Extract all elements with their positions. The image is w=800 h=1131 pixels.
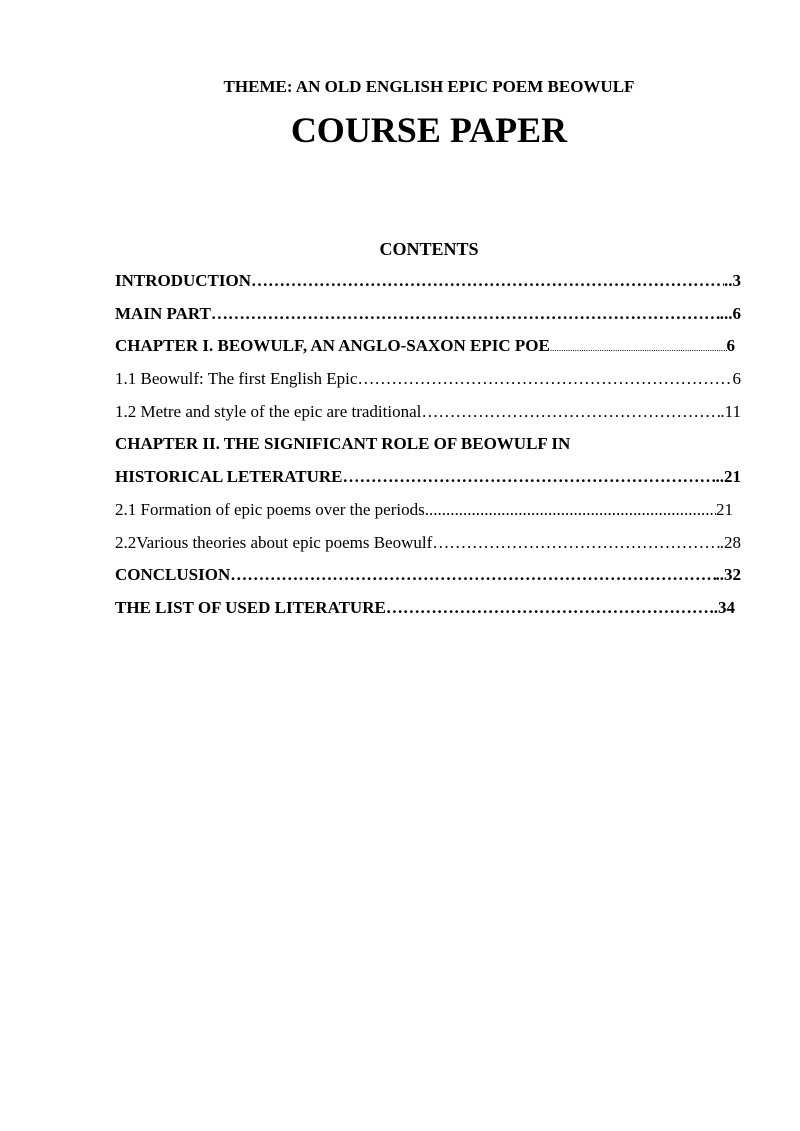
toc-entry-page: ...6 [719, 303, 741, 323]
toc-entry-title: INTRODUCTION [115, 271, 252, 290]
toc-entry-section-1-1 [115, 368, 741, 401]
contents-heading: CONTENTS [379, 239, 479, 259]
toc-entry-chapter-1 [115, 335, 741, 368]
toc-entry-chapter-2-continued [115, 466, 741, 499]
toc-entry-section-2-1 [115, 499, 741, 532]
toc-entry-chapter-2 [115, 433, 741, 466]
toc-entry-literature [115, 597, 741, 630]
toc-dot-leader [386, 597, 714, 619]
toc-dot-leader [357, 368, 732, 390]
toc-entry-title: MAIN PART [115, 303, 211, 323]
toc-dot-leader [421, 401, 720, 423]
toc-entry-page: .11 [720, 401, 741, 421]
toc-entry-title: CHAPTER I. BEOWULF, AN ANGLO-SAXON EPIC POE [115, 336, 550, 356]
toc-entry-page: .34 [713, 597, 735, 617]
table-of-contents [115, 270, 741, 630]
document-theme: THEME: AN OLD ENGLISH EPIC POEM BEOWULF [223, 77, 635, 96]
toc-entry-title: 2.1 Formation of epic poems over the periods [115, 499, 425, 519]
toc-dot-leader [251, 270, 724, 292]
toc-dot-leader [550, 337, 727, 359]
toc-entry-conclusion [115, 564, 741, 597]
toc-entry-title: 1.2 Metre and style of the epic are traditional [115, 401, 422, 421]
toc-entry-page: .28 [719, 532, 741, 552]
toc-entry-title: CONCLUSION [115, 565, 231, 585]
toc-entry-title: HISTORICAL LETERATURE [115, 467, 343, 487]
toc-entry-page: 6 [726, 336, 735, 356]
toc-entry-title: 1.1 Beowulf: The first English Epic [115, 369, 358, 389]
toc-dot-leader [432, 532, 719, 554]
toc-dot-leader [425, 499, 716, 521]
toc-entry-main-part [115, 303, 741, 336]
toc-entry-page: ..21 [715, 467, 741, 487]
toc-entry-title: THE LIST OF USED LITERATURE [115, 597, 386, 617]
toc-entry-page: ..32 [715, 565, 741, 585]
toc-entry-page: 21 [716, 499, 733, 519]
toc-entry-page: ..3 [724, 271, 741, 290]
toc-entry-title: CHAPTER II. THE SIGNIFICANT ROLE OF BEOWULF IN [115, 434, 571, 454]
toc-dot-leader [343, 466, 716, 488]
toc-entry-section-2-2 [115, 532, 741, 565]
document-title: COURSE PAPER [290, 110, 568, 150]
toc-entry-page: 6 [732, 369, 741, 389]
toc-entry-section-1-2 [115, 401, 741, 434]
toc-dot-leader [230, 564, 715, 586]
toc-dot-leader [211, 303, 720, 325]
toc-entry-introduction [115, 270, 741, 303]
toc-entry-title: 2.2Various theories about epic poems Beowulf [115, 532, 433, 552]
